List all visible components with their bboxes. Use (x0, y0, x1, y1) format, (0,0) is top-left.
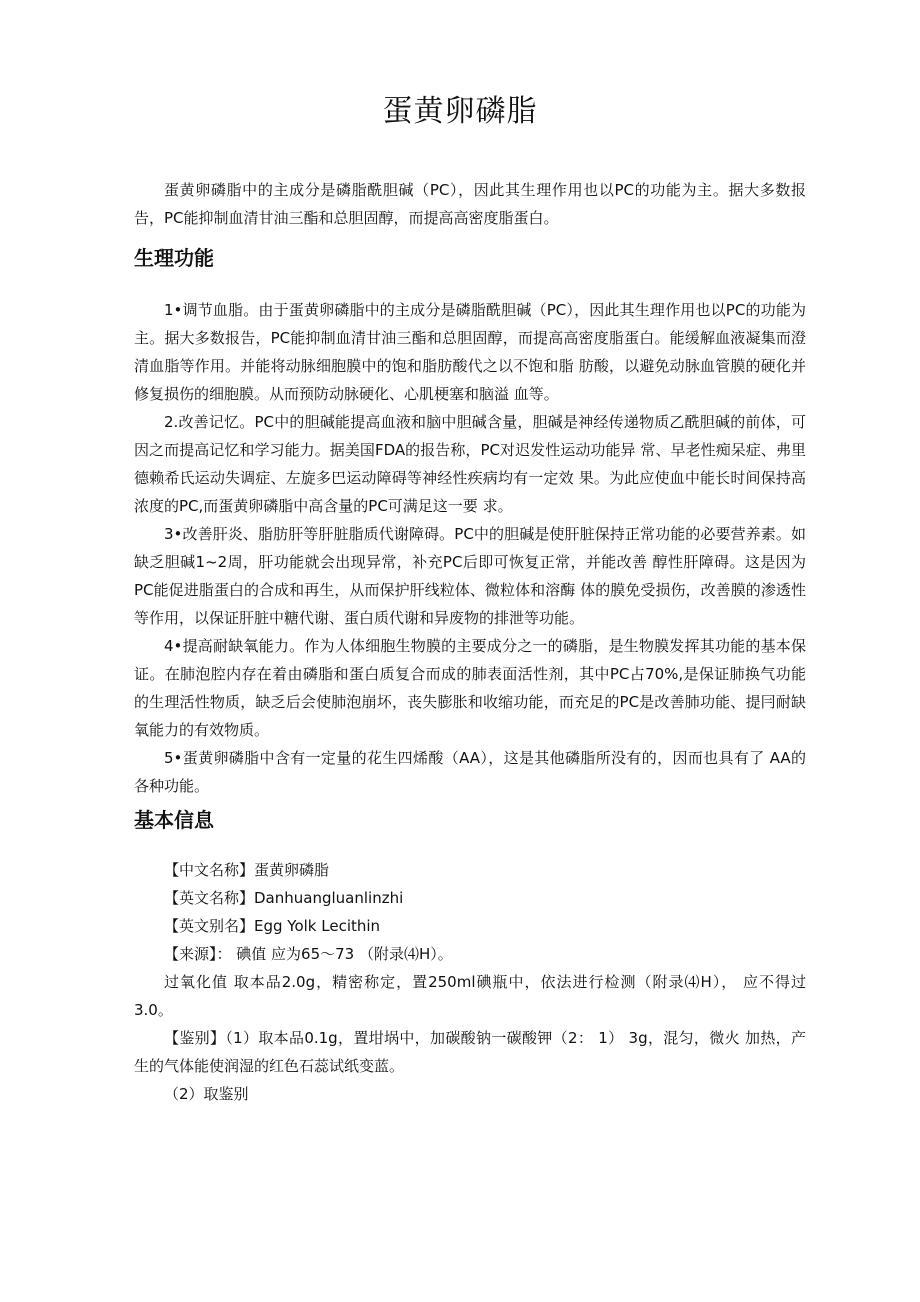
info-identification-1: 【鉴别】（1）取本品0.1g，置坩埚中，加碳酸钠一碳酸钾（2： 1） 3g，混匀，微火 加热，产生的气体能使润湿的红色石蕊试纸变蓝。 (134, 1029, 806, 1075)
physiology-item-4: 4•提高耐缺氧能力。作为人体细胞生物膜的主要成分之一的磷脂，是生物膜发挥其功能的基本保证。在肺泡腔内存在着由磷脂和蛋白质复合而成的肺表面活性剂，其中PC占70%,是保证肺换气功能的生理活性物质，缺乏后会使肺泡崩坏，丧失膨胀和收缩功能，而充足的PC是改善肺功能、提冃耐缺氧能力的有效物质。 (134, 637, 806, 739)
info-identification-2: （2）取鉴别 (164, 1085, 249, 1103)
document-body (134, 176, 806, 1108)
intro-paragraph: 蛋黄卵磷脂中的主成分是磷脂酰胆碱（PC），因此其生理作用也以PC的功能为主。据大多数报告，PC能抑制血清甘油三酯和总胆固醇，而提高高密度脂蛋白。 (134, 181, 806, 227)
info-chinese-name: 【中文名称】蛋黄卵磷脂 (164, 861, 330, 879)
section-heading-physiology: 生理功能 (134, 246, 214, 270)
physiology-item-5: 5•蛋黄卵磷脂中含有一定量的花生四烯酸（AA），这是其他磷脂所没有的，因而也具有了 AA的各种功能。 (134, 749, 806, 795)
info-source: 【来源】： 碘值 应为65～73 （附录⑷H）。 (164, 945, 453, 963)
physiology-item-2: 2.改善记忆。PC中的胆碱能提高血液和脑中胆碱含量，胆碱是神经传递物质乙酰胆碱的前体，可因之而提高记忆和学习能力。据美国FDA的报告称，PC对迟发性运动功能异 常、早老性痴呆症、弗里德赖希氏运动失调症、左旋多巴运动障碍等神经性疾病均有一定效 果。为此应使血中能长时间保持高浓度的PC,而蛋黄卵磷脂中高含量的PC可满足这一要 求。 (134, 413, 806, 515)
document-title: 蛋黄卵磷脂 (382, 94, 538, 129)
physiology-item-1: 1•调节血脂。由于蛋黄卵磷脂中的主成分是磷脂酰胆碱（PC），因此其生理作用也以PC的功能为主。据大多数报告，PC能抑制血清甘油三酯和总胆固醇，而提高高密度脂蛋白。能缓解血液凝集而澄清血脂等作用。并能将动脉细胞膜中的饱和脂肪酸代之以不饱和脂 肪酸，以避免动脉血管膜的硬化并修复损伤的细胞膜。从而预防动脉硬化、心肌梗塞和脑溢 血等。 (134, 301, 806, 403)
info-peroxide-value: 过氧化值 取本品2.0g，精密称定，置250ml碘瓶中，依法进行检测（附录⑷H）， 应不得过3.0。 (134, 973, 806, 1019)
info-english-name: 【英文名称】Danhuangluanlinzhi (164, 889, 404, 907)
physiology-item-3: 3•改善肝炎、脂肪肝等肝脏脂质代谢障碍。PC中的胆碱是使肝脏保持正常功能的必要营养素。如缺乏胆碱1~2周，肝功能就会出现异常，补充PC后即可恢复正常，并能改善 醇性肝障碍。这是因为PC能促进脂蛋白的合成和再生，从而保护肝线粒体、微粒体和溶酶 体的膜免受损伤，改善膜的渗透性等作用，以保证肝脏中糖代谢、蛋白质代谢和异废物的排泄等功能。 (134, 525, 806, 627)
section-heading-basic-info: 基本信息 (134, 808, 214, 832)
info-english-alias: 【英文别名】Egg Yolk Lecithin (164, 917, 381, 935)
